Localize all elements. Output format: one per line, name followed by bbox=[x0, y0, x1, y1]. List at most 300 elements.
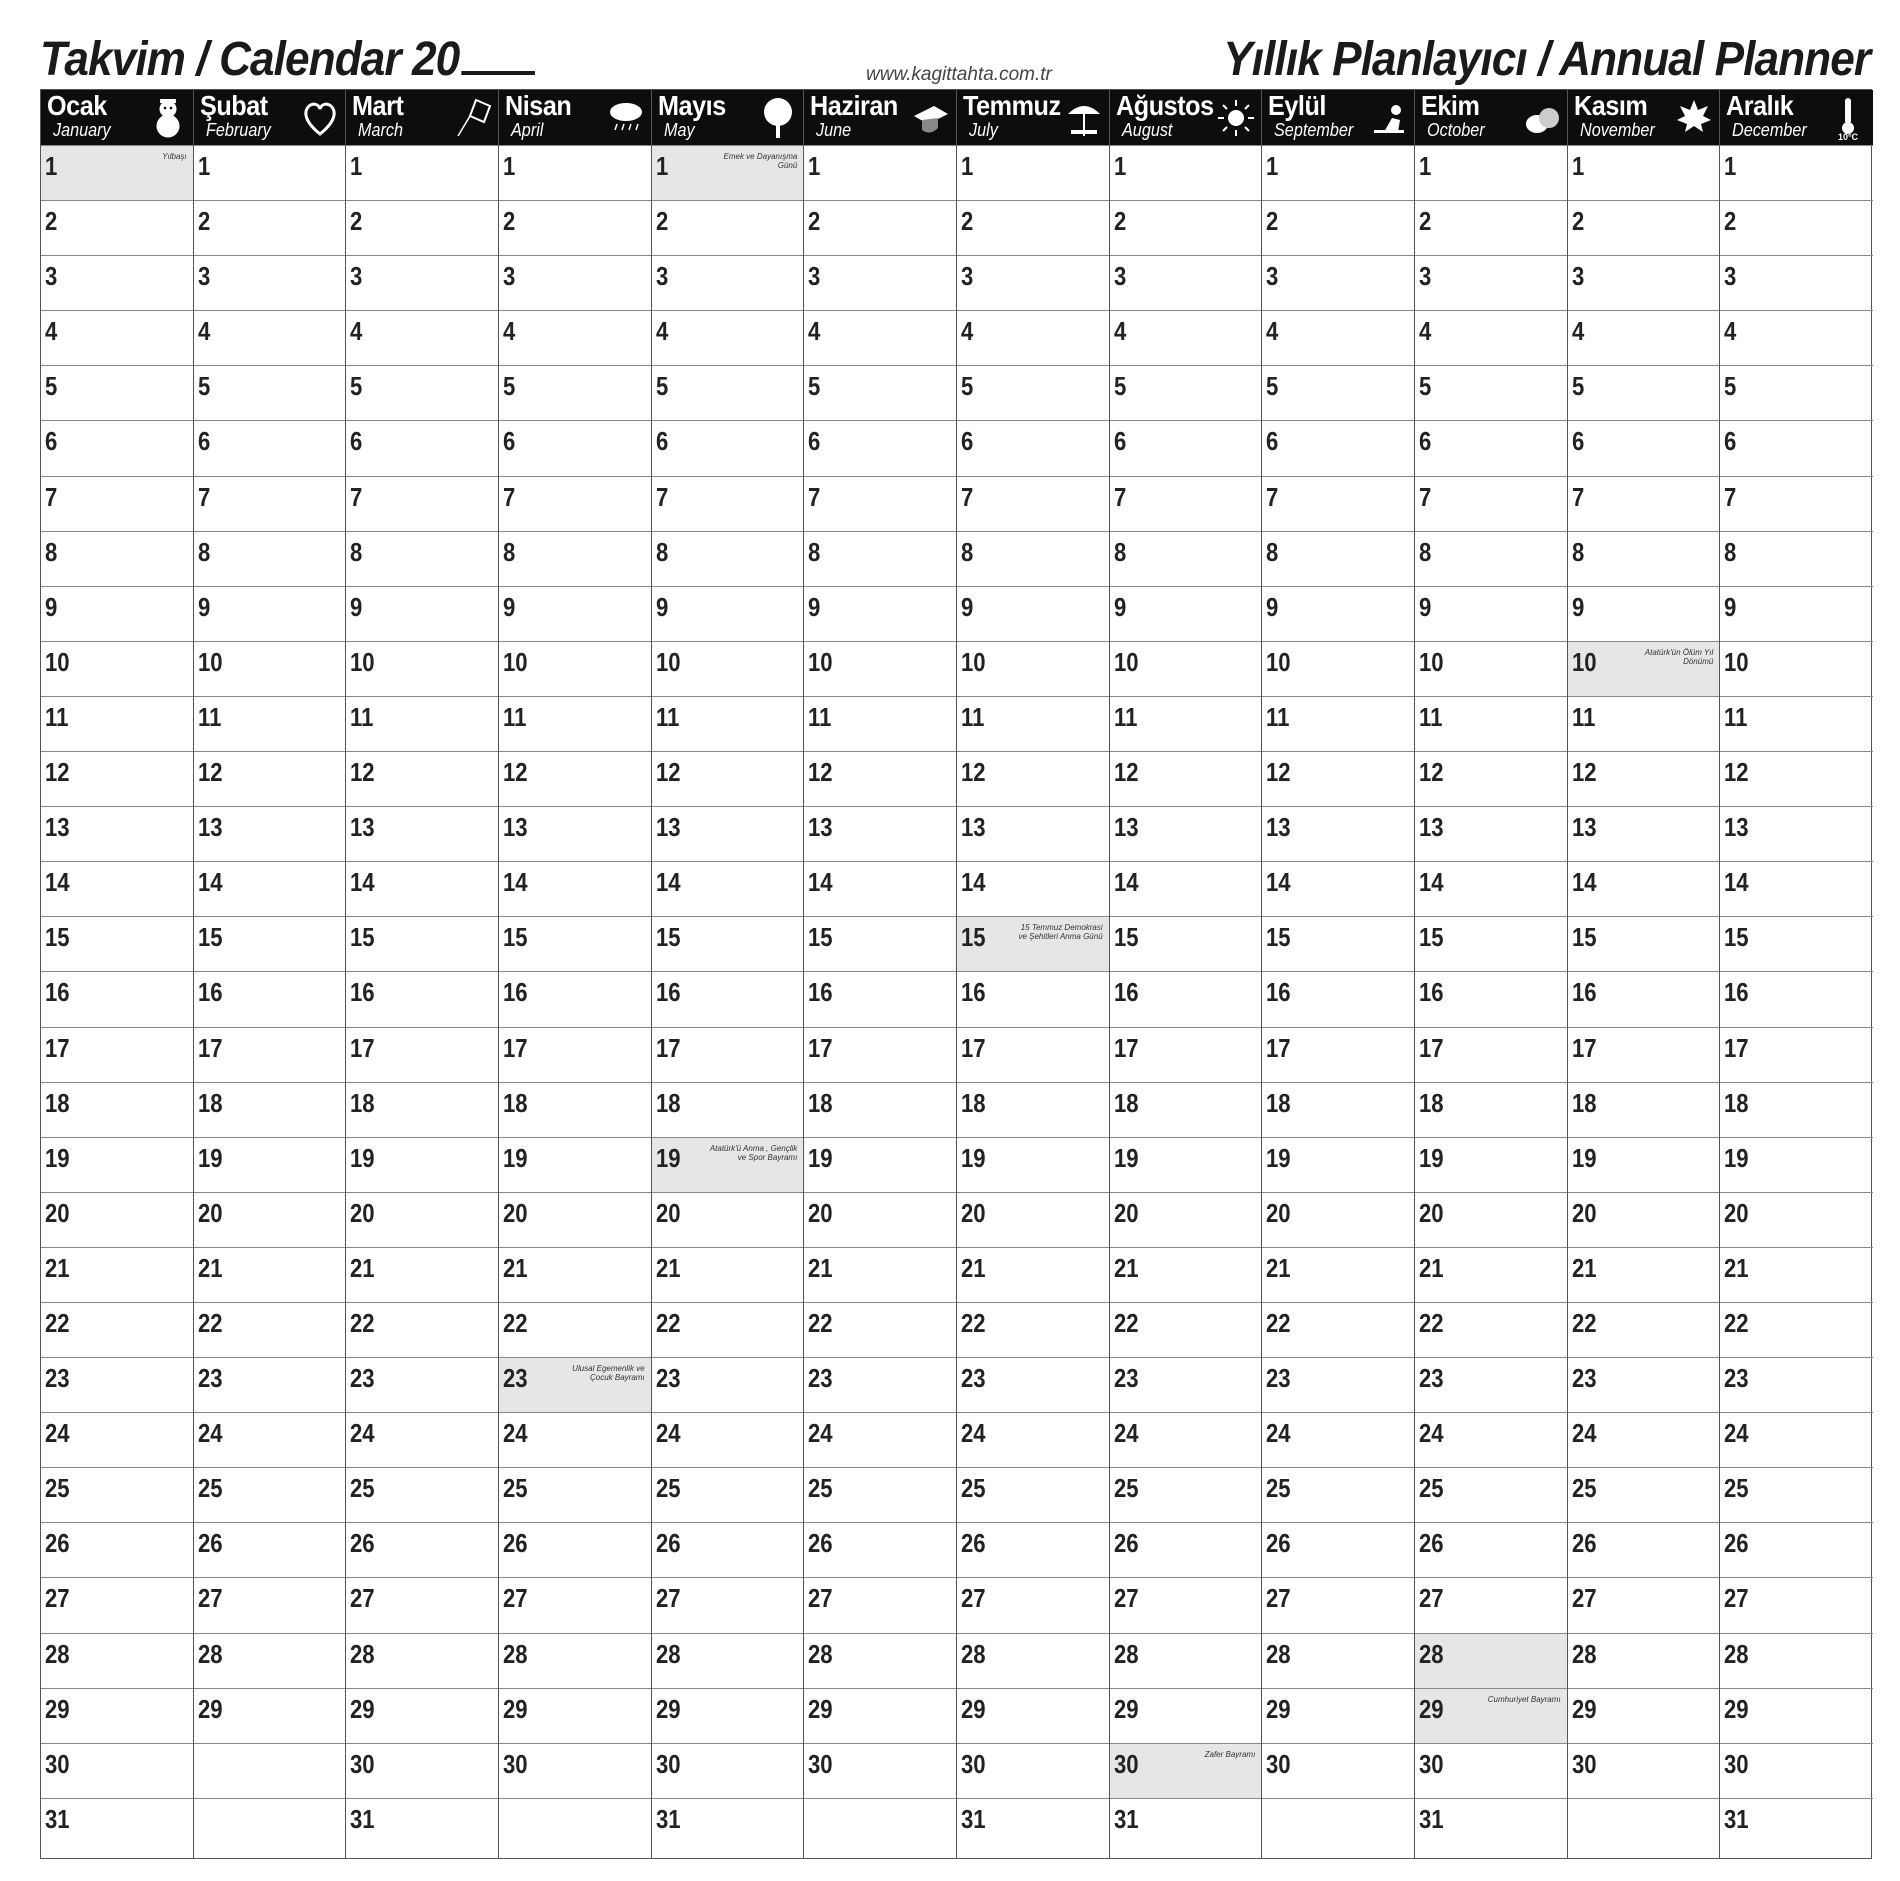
day-cell[interactable] bbox=[1110, 1082, 1262, 1137]
day-cell[interactable] bbox=[1415, 1798, 1567, 1853]
day-cell[interactable] bbox=[804, 751, 956, 806]
day-cell[interactable] bbox=[1262, 861, 1414, 916]
day-cell[interactable] bbox=[1110, 916, 1262, 971]
day-cell[interactable] bbox=[194, 1027, 346, 1082]
day-cell[interactable] bbox=[1568, 1688, 1720, 1743]
day-cell[interactable] bbox=[1720, 531, 1873, 586]
day-cell[interactable] bbox=[1720, 1357, 1873, 1412]
day-cell[interactable] bbox=[346, 641, 498, 696]
day-cell[interactable] bbox=[1568, 916, 1720, 971]
day-cell[interactable] bbox=[1415, 1467, 1567, 1522]
day-cell[interactable] bbox=[1110, 751, 1262, 806]
day-cell[interactable] bbox=[1110, 310, 1262, 365]
day-cell[interactable] bbox=[1568, 365, 1720, 420]
day-cell[interactable] bbox=[194, 1357, 346, 1412]
day-cell[interactable] bbox=[194, 420, 346, 475]
day-cell[interactable] bbox=[1415, 1192, 1567, 1247]
day-cell[interactable] bbox=[957, 310, 1109, 365]
day-cell[interactable] bbox=[1568, 1082, 1720, 1137]
day-cell[interactable] bbox=[804, 1357, 956, 1412]
day-cell[interactable] bbox=[1110, 531, 1262, 586]
day-cell[interactable] bbox=[346, 365, 498, 420]
day-cell[interactable] bbox=[957, 1247, 1109, 1302]
day-cell[interactable] bbox=[194, 476, 346, 531]
day-cell[interactable] bbox=[346, 1522, 498, 1577]
day-cell[interactable] bbox=[1720, 1688, 1873, 1743]
day-cell[interactable] bbox=[194, 1633, 346, 1688]
day-cell[interactable] bbox=[804, 586, 956, 641]
day-cell[interactable] bbox=[1720, 1577, 1873, 1632]
day-cell[interactable] bbox=[1415, 1577, 1567, 1632]
day-cell[interactable] bbox=[1415, 1743, 1567, 1798]
day-cell[interactable] bbox=[1110, 365, 1262, 420]
day-cell[interactable] bbox=[346, 1412, 498, 1467]
day-cell[interactable] bbox=[1720, 1302, 1873, 1357]
day-cell[interactable] bbox=[346, 1633, 498, 1688]
day-cell[interactable] bbox=[804, 1247, 956, 1302]
day-cell[interactable] bbox=[499, 365, 651, 420]
day-cell[interactable] bbox=[194, 255, 346, 310]
day-cell[interactable] bbox=[499, 916, 651, 971]
day-cell[interactable] bbox=[1720, 916, 1873, 971]
day-cell[interactable] bbox=[804, 916, 956, 971]
day-cell[interactable] bbox=[1415, 1412, 1567, 1467]
day-cell[interactable] bbox=[499, 1743, 651, 1798]
day-cell[interactable] bbox=[194, 586, 346, 641]
day-cell[interactable] bbox=[957, 751, 1109, 806]
day-cell[interactable] bbox=[499, 1027, 651, 1082]
day-cell[interactable] bbox=[194, 200, 346, 255]
day-cell[interactable] bbox=[194, 1688, 346, 1743]
day-cell[interactable] bbox=[1415, 1357, 1567, 1412]
day-cell[interactable] bbox=[957, 861, 1109, 916]
day-cell[interactable] bbox=[652, 751, 804, 806]
day-cell[interactable] bbox=[804, 1577, 956, 1632]
day-cell[interactable] bbox=[804, 1192, 956, 1247]
day-cell[interactable] bbox=[652, 1688, 804, 1743]
day-cell[interactable] bbox=[1262, 1192, 1414, 1247]
day-cell[interactable] bbox=[1262, 641, 1414, 696]
day-cell[interactable] bbox=[1262, 1412, 1414, 1467]
day-cell[interactable] bbox=[1262, 476, 1414, 531]
day-cell[interactable] bbox=[499, 200, 651, 255]
day-cell[interactable] bbox=[1568, 971, 1720, 1026]
day-cell[interactable] bbox=[1568, 310, 1720, 365]
day-cell[interactable] bbox=[346, 1192, 498, 1247]
day-cell[interactable] bbox=[1415, 806, 1567, 861]
day-cell[interactable] bbox=[1720, 1137, 1873, 1192]
day-cell[interactable] bbox=[1262, 145, 1414, 200]
day-cell[interactable] bbox=[1110, 1688, 1262, 1743]
day-cell[interactable] bbox=[1720, 365, 1873, 420]
day-cell[interactable] bbox=[1568, 1412, 1720, 1467]
day-cell[interactable] bbox=[1415, 531, 1567, 586]
day-cell[interactable] bbox=[346, 145, 498, 200]
day-cell[interactable] bbox=[346, 916, 498, 971]
day-cell[interactable] bbox=[652, 1357, 804, 1412]
day-cell[interactable] bbox=[652, 971, 804, 1026]
day-cell[interactable] bbox=[1720, 1082, 1873, 1137]
day-cell[interactable] bbox=[194, 1522, 346, 1577]
day-cell[interactable] bbox=[41, 1302, 193, 1357]
day-cell[interactable] bbox=[499, 641, 651, 696]
day-cell[interactable] bbox=[194, 916, 346, 971]
day-cell[interactable] bbox=[41, 1412, 193, 1467]
day-cell[interactable] bbox=[957, 916, 1109, 971]
day-cell[interactable] bbox=[1262, 1577, 1414, 1632]
day-cell[interactable] bbox=[346, 1467, 498, 1522]
day-cell[interactable] bbox=[1262, 1247, 1414, 1302]
day-cell[interactable] bbox=[1262, 1027, 1414, 1082]
day-cell[interactable] bbox=[499, 1137, 651, 1192]
day-cell[interactable] bbox=[1110, 1192, 1262, 1247]
day-cell[interactable] bbox=[957, 531, 1109, 586]
day-cell[interactable] bbox=[41, 916, 193, 971]
day-cell[interactable] bbox=[1110, 1137, 1262, 1192]
day-cell[interactable] bbox=[1720, 1467, 1873, 1522]
day-cell[interactable] bbox=[1110, 1798, 1262, 1853]
day-cell[interactable] bbox=[1568, 1798, 1720, 1853]
day-cell[interactable] bbox=[804, 1798, 956, 1853]
day-cell[interactable] bbox=[1110, 1743, 1262, 1798]
day-cell[interactable] bbox=[957, 1082, 1109, 1137]
day-cell[interactable] bbox=[1415, 255, 1567, 310]
day-cell[interactable] bbox=[1262, 531, 1414, 586]
day-cell[interactable] bbox=[652, 255, 804, 310]
day-cell[interactable] bbox=[1720, 641, 1873, 696]
day-cell[interactable] bbox=[1262, 1633, 1414, 1688]
day-cell[interactable] bbox=[804, 971, 956, 1026]
day-cell[interactable] bbox=[1568, 476, 1720, 531]
day-cell[interactable] bbox=[957, 696, 1109, 751]
day-cell[interactable] bbox=[652, 1577, 804, 1632]
day-cell[interactable] bbox=[804, 1302, 956, 1357]
day-cell[interactable] bbox=[1110, 1577, 1262, 1632]
day-cell[interactable] bbox=[1262, 310, 1414, 365]
day-cell[interactable] bbox=[1262, 255, 1414, 310]
day-cell[interactable] bbox=[194, 1743, 346, 1798]
day-cell[interactable] bbox=[194, 1137, 346, 1192]
day-cell[interactable] bbox=[1262, 696, 1414, 751]
day-cell[interactable] bbox=[499, 1192, 651, 1247]
day-cell[interactable] bbox=[804, 310, 956, 365]
day-cell[interactable] bbox=[1568, 200, 1720, 255]
day-cell[interactable] bbox=[652, 1633, 804, 1688]
day-cell[interactable] bbox=[499, 255, 651, 310]
day-cell[interactable] bbox=[804, 531, 956, 586]
day-cell[interactable] bbox=[1262, 200, 1414, 255]
day-cell[interactable] bbox=[194, 1577, 346, 1632]
day-cell[interactable] bbox=[1568, 1357, 1720, 1412]
day-cell[interactable] bbox=[346, 255, 498, 310]
day-cell[interactable] bbox=[346, 200, 498, 255]
day-cell[interactable] bbox=[41, 1743, 193, 1798]
day-cell[interactable] bbox=[194, 1302, 346, 1357]
day-cell[interactable] bbox=[1568, 696, 1720, 751]
day-cell[interactable] bbox=[1568, 1137, 1720, 1192]
day-cell[interactable] bbox=[804, 365, 956, 420]
day-cell[interactable] bbox=[1568, 1467, 1720, 1522]
day-cell[interactable] bbox=[1568, 806, 1720, 861]
day-cell[interactable] bbox=[1110, 641, 1262, 696]
day-cell[interactable] bbox=[1415, 365, 1567, 420]
day-cell[interactable] bbox=[652, 200, 804, 255]
day-cell[interactable] bbox=[1262, 971, 1414, 1026]
day-cell[interactable] bbox=[1415, 1302, 1567, 1357]
day-cell[interactable] bbox=[1262, 586, 1414, 641]
day-cell[interactable] bbox=[652, 586, 804, 641]
day-cell[interactable] bbox=[41, 641, 193, 696]
day-cell[interactable] bbox=[1415, 641, 1567, 696]
day-cell[interactable] bbox=[1110, 861, 1262, 916]
day-cell[interactable] bbox=[194, 806, 346, 861]
day-cell[interactable] bbox=[499, 1302, 651, 1357]
day-cell[interactable] bbox=[957, 586, 1109, 641]
day-cell[interactable] bbox=[1568, 861, 1720, 916]
day-cell[interactable] bbox=[194, 1798, 346, 1853]
day-cell[interactable] bbox=[652, 1027, 804, 1082]
day-cell[interactable] bbox=[1262, 1137, 1414, 1192]
day-cell[interactable] bbox=[1262, 1082, 1414, 1137]
day-cell[interactable] bbox=[346, 1357, 498, 1412]
day-cell[interactable] bbox=[346, 586, 498, 641]
day-cell[interactable] bbox=[1720, 1027, 1873, 1082]
day-cell[interactable] bbox=[499, 696, 651, 751]
day-cell[interactable] bbox=[652, 1743, 804, 1798]
day-cell[interactable] bbox=[1415, 1522, 1567, 1577]
day-cell[interactable] bbox=[804, 1027, 956, 1082]
day-cell[interactable] bbox=[41, 751, 193, 806]
day-cell[interactable] bbox=[499, 1577, 651, 1632]
day-cell[interactable] bbox=[1110, 255, 1262, 310]
day-cell[interactable] bbox=[804, 1467, 956, 1522]
day-cell[interactable] bbox=[1262, 420, 1414, 475]
day-cell[interactable] bbox=[804, 641, 956, 696]
day-cell[interactable] bbox=[804, 1082, 956, 1137]
day-cell[interactable] bbox=[346, 751, 498, 806]
day-cell[interactable] bbox=[652, 420, 804, 475]
day-cell[interactable] bbox=[346, 531, 498, 586]
day-cell[interactable] bbox=[41, 1247, 193, 1302]
day-cell[interactable] bbox=[652, 1137, 804, 1192]
day-cell[interactable] bbox=[1262, 1743, 1414, 1798]
day-cell[interactable] bbox=[1415, 476, 1567, 531]
day-cell[interactable] bbox=[1110, 420, 1262, 475]
day-cell[interactable] bbox=[194, 1192, 346, 1247]
day-cell[interactable] bbox=[194, 696, 346, 751]
day-cell[interactable] bbox=[804, 200, 956, 255]
day-cell[interactable] bbox=[957, 1192, 1109, 1247]
day-cell[interactable] bbox=[652, 1302, 804, 1357]
day-cell[interactable] bbox=[804, 255, 956, 310]
day-cell[interactable] bbox=[1720, 971, 1873, 1026]
day-cell[interactable] bbox=[346, 1082, 498, 1137]
day-cell[interactable] bbox=[1568, 1743, 1720, 1798]
day-cell[interactable] bbox=[499, 310, 651, 365]
day-cell[interactable] bbox=[804, 145, 956, 200]
day-cell[interactable] bbox=[1110, 1522, 1262, 1577]
day-cell[interactable] bbox=[1110, 1247, 1262, 1302]
day-cell[interactable] bbox=[804, 1633, 956, 1688]
day-cell[interactable] bbox=[1720, 1743, 1873, 1798]
day-cell[interactable] bbox=[499, 1412, 651, 1467]
day-cell[interactable] bbox=[1720, 696, 1873, 751]
day-cell[interactable] bbox=[194, 310, 346, 365]
day-cell[interactable] bbox=[652, 310, 804, 365]
day-cell[interactable] bbox=[652, 1082, 804, 1137]
day-cell[interactable] bbox=[194, 145, 346, 200]
day-cell[interactable] bbox=[1568, 1192, 1720, 1247]
day-cell[interactable] bbox=[1110, 1302, 1262, 1357]
day-cell[interactable] bbox=[1568, 586, 1720, 641]
day-cell[interactable] bbox=[41, 1688, 193, 1743]
day-cell[interactable] bbox=[1568, 255, 1720, 310]
day-cell[interactable] bbox=[1568, 1633, 1720, 1688]
day-cell[interactable] bbox=[41, 255, 193, 310]
day-cell[interactable] bbox=[1720, 145, 1873, 200]
day-cell[interactable] bbox=[957, 365, 1109, 420]
day-cell[interactable] bbox=[804, 1137, 956, 1192]
day-cell[interactable] bbox=[194, 365, 346, 420]
day-cell[interactable] bbox=[804, 1412, 956, 1467]
day-cell[interactable] bbox=[1415, 1082, 1567, 1137]
day-cell[interactable] bbox=[1720, 1247, 1873, 1302]
day-cell[interactable] bbox=[957, 1633, 1109, 1688]
day-cell[interactable] bbox=[346, 476, 498, 531]
day-cell[interactable] bbox=[1415, 1027, 1567, 1082]
day-cell[interactable] bbox=[1720, 751, 1873, 806]
day-cell[interactable] bbox=[346, 1688, 498, 1743]
day-cell[interactable] bbox=[41, 1577, 193, 1632]
day-cell[interactable] bbox=[957, 1522, 1109, 1577]
day-cell[interactable] bbox=[652, 916, 804, 971]
day-cell[interactable] bbox=[1720, 310, 1873, 365]
day-cell[interactable] bbox=[41, 586, 193, 641]
day-cell[interactable] bbox=[194, 971, 346, 1026]
day-cell[interactable] bbox=[41, 1522, 193, 1577]
day-cell[interactable] bbox=[1415, 916, 1567, 971]
day-cell[interactable] bbox=[499, 1798, 651, 1853]
day-cell[interactable] bbox=[957, 200, 1109, 255]
day-cell[interactable] bbox=[957, 1412, 1109, 1467]
day-cell[interactable] bbox=[1415, 200, 1567, 255]
day-cell[interactable] bbox=[1415, 420, 1567, 475]
day-cell[interactable] bbox=[652, 1412, 804, 1467]
day-cell[interactable] bbox=[1720, 255, 1873, 310]
day-cell[interactable] bbox=[1720, 1522, 1873, 1577]
day-cell[interactable] bbox=[652, 145, 804, 200]
day-cell[interactable] bbox=[1110, 806, 1262, 861]
day-cell[interactable] bbox=[194, 861, 346, 916]
day-cell[interactable] bbox=[1110, 971, 1262, 1026]
day-cell[interactable] bbox=[41, 1357, 193, 1412]
day-cell[interactable] bbox=[1262, 1357, 1414, 1412]
day-cell[interactable] bbox=[1110, 1027, 1262, 1082]
day-cell[interactable] bbox=[1568, 1522, 1720, 1577]
day-cell[interactable] bbox=[1415, 586, 1567, 641]
day-cell[interactable] bbox=[41, 1798, 193, 1853]
day-cell[interactable] bbox=[499, 1467, 651, 1522]
day-cell[interactable] bbox=[41, 971, 193, 1026]
day-cell[interactable] bbox=[499, 1082, 651, 1137]
day-cell[interactable] bbox=[1110, 1412, 1262, 1467]
day-cell[interactable] bbox=[1720, 586, 1873, 641]
day-cell[interactable] bbox=[1415, 145, 1567, 200]
day-cell[interactable] bbox=[652, 641, 804, 696]
day-cell[interactable] bbox=[652, 1247, 804, 1302]
day-cell[interactable] bbox=[1415, 751, 1567, 806]
day-cell[interactable] bbox=[957, 1027, 1109, 1082]
day-cell[interactable] bbox=[346, 1302, 498, 1357]
day-cell[interactable] bbox=[652, 861, 804, 916]
day-cell[interactable] bbox=[499, 531, 651, 586]
day-cell[interactable] bbox=[346, 1798, 498, 1853]
day-cell[interactable] bbox=[957, 145, 1109, 200]
day-cell[interactable] bbox=[499, 476, 651, 531]
day-cell[interactable] bbox=[41, 476, 193, 531]
day-cell[interactable] bbox=[1720, 1192, 1873, 1247]
day-cell[interactable] bbox=[346, 806, 498, 861]
day-cell[interactable] bbox=[346, 696, 498, 751]
day-cell[interactable] bbox=[804, 1522, 956, 1577]
day-cell[interactable] bbox=[346, 310, 498, 365]
day-cell[interactable] bbox=[346, 971, 498, 1026]
day-cell[interactable] bbox=[652, 1192, 804, 1247]
day-cell[interactable] bbox=[804, 1688, 956, 1743]
day-cell[interactable] bbox=[1262, 751, 1414, 806]
day-cell[interactable] bbox=[499, 586, 651, 641]
day-cell[interactable] bbox=[41, 200, 193, 255]
day-cell[interactable] bbox=[41, 806, 193, 861]
day-cell[interactable] bbox=[1110, 145, 1262, 200]
day-cell[interactable] bbox=[1262, 1798, 1414, 1853]
day-cell[interactable] bbox=[346, 1027, 498, 1082]
day-cell[interactable] bbox=[499, 971, 651, 1026]
day-cell[interactable] bbox=[1415, 861, 1567, 916]
day-cell[interactable] bbox=[804, 476, 956, 531]
day-cell[interactable] bbox=[41, 1192, 193, 1247]
day-cell[interactable] bbox=[41, 1467, 193, 1522]
day-cell[interactable] bbox=[1720, 861, 1873, 916]
day-cell[interactable] bbox=[41, 861, 193, 916]
day-cell[interactable] bbox=[804, 1743, 956, 1798]
day-cell[interactable] bbox=[957, 1743, 1109, 1798]
day-cell[interactable] bbox=[1568, 641, 1720, 696]
day-cell[interactable] bbox=[652, 365, 804, 420]
day-cell[interactable] bbox=[652, 696, 804, 751]
day-cell[interactable] bbox=[1110, 1633, 1262, 1688]
day-cell[interactable] bbox=[499, 1688, 651, 1743]
day-cell[interactable] bbox=[1110, 476, 1262, 531]
day-cell[interactable] bbox=[957, 476, 1109, 531]
day-cell[interactable] bbox=[1262, 1467, 1414, 1522]
day-cell[interactable] bbox=[1720, 1798, 1873, 1853]
day-cell[interactable] bbox=[1568, 145, 1720, 200]
day-cell[interactable] bbox=[1262, 1302, 1414, 1357]
day-cell[interactable] bbox=[1415, 1137, 1567, 1192]
day-cell[interactable] bbox=[652, 806, 804, 861]
day-cell[interactable] bbox=[41, 531, 193, 586]
day-cell[interactable] bbox=[194, 531, 346, 586]
day-cell[interactable] bbox=[41, 145, 193, 200]
day-cell[interactable] bbox=[194, 1467, 346, 1522]
day-cell[interactable] bbox=[1568, 1247, 1720, 1302]
day-cell[interactable] bbox=[957, 1137, 1109, 1192]
day-cell[interactable] bbox=[1262, 916, 1414, 971]
day-cell[interactable] bbox=[652, 476, 804, 531]
day-cell[interactable] bbox=[499, 1522, 651, 1577]
day-cell[interactable] bbox=[499, 1633, 651, 1688]
